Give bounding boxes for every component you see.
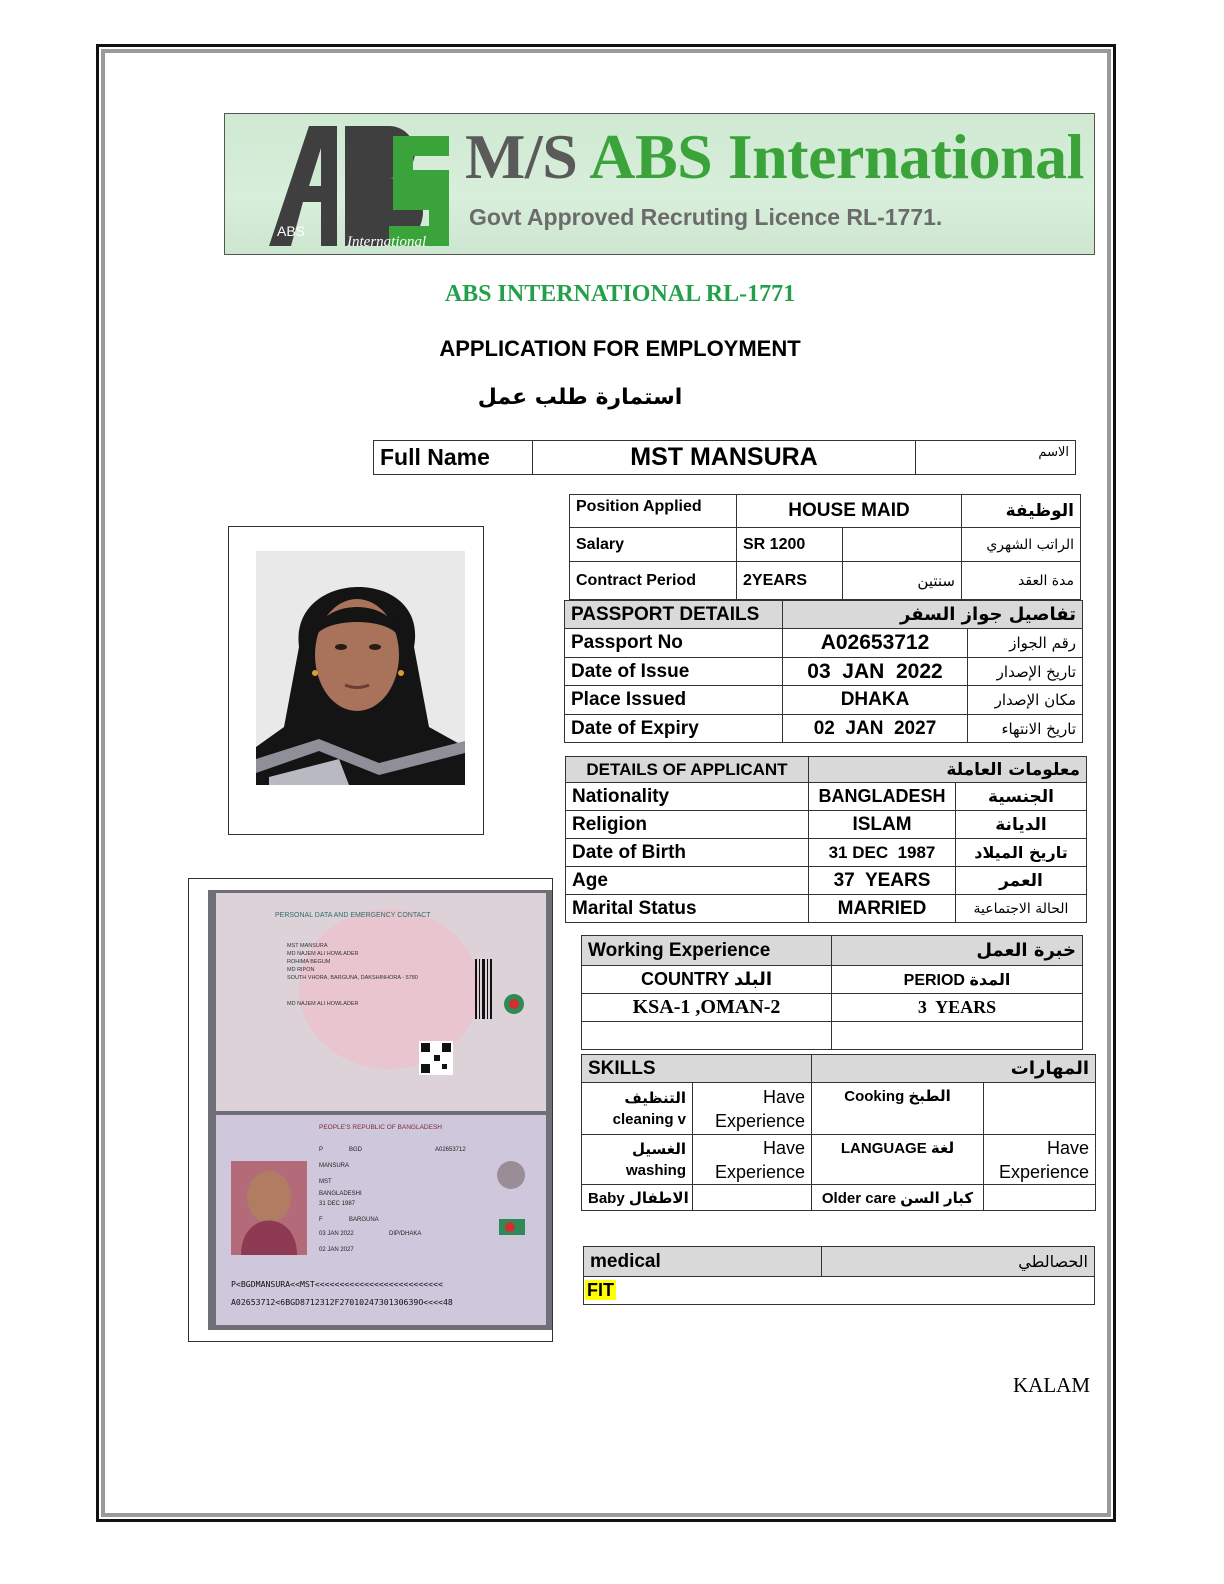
washing-label: washing (625, 1161, 686, 1179)
expiry-date-value: 02 JAN 2027 (783, 715, 968, 743)
table-row (582, 1022, 1083, 1050)
skills-heading: SKILLS (582, 1055, 812, 1083)
scan-mrz-line-1: P<BGDMANSURA<<MST<<<<<<<<<<<<<<<<<<<<<<<<<< (231, 1279, 443, 1289)
religion-label: Religion (566, 811, 809, 839)
agency-title: ABS INTERNATIONAL RL-1771 (444, 281, 796, 307)
position-label: Position Applied (570, 495, 737, 528)
table-row (584, 1247, 1095, 1277)
issue-date-value: 03 JAN 2022 (783, 658, 968, 686)
place-issued-label: Place Issued (565, 686, 783, 715)
medical-status: FIT (587, 1280, 614, 1300)
marital-status-label-ar: الحالة الاجتماعية (956, 895, 1087, 923)
value-line: Have (762, 1086, 805, 1107)
experience-country: KSA-1 ,OMAN-2 (582, 994, 832, 1022)
language-value (984, 1135, 1096, 1185)
cleaning-label-ar: التنظيف (624, 1088, 686, 1107)
dob-value: 31 DEC 1987 (809, 839, 956, 867)
logo-sub-text: International (347, 234, 427, 250)
scan-nationality: BANGLADESHI (319, 1191, 362, 1197)
contract-value: 2YEARS (737, 562, 843, 600)
value-line: Experience (714, 1161, 805, 1182)
age-label-ar: العمر (956, 867, 1087, 895)
cleaning-value (693, 1083, 812, 1135)
salary-value: SR 1200 (737, 528, 843, 562)
table-row (566, 811, 1087, 839)
scan-spouse: MD RIPON (287, 967, 315, 973)
table-row (570, 562, 1081, 600)
table-row (565, 629, 1083, 658)
scan-dob: 31 DEC 1987 (319, 1201, 356, 1207)
language-label: LANGUAGE لغة (812, 1135, 984, 1185)
table-row (565, 601, 1083, 629)
nationality-label: Nationality (566, 783, 809, 811)
agency-banner (224, 113, 1095, 255)
scan-issue: 03 JAN 2022 (319, 1231, 354, 1237)
table-row (582, 966, 1083, 994)
table-row (570, 495, 1081, 528)
experience-heading: Working Experience (582, 936, 832, 966)
scan-father: MD NAJEM ALI HOWLADER (287, 951, 359, 957)
medical-label-ar: الحصالطي (822, 1247, 1095, 1277)
brand-name (465, 120, 1084, 194)
washing-label-ar: الغسيل (631, 1139, 686, 1158)
period-column-header: PERIOD المدة (832, 966, 1083, 994)
place-issued-value: DHAKA (783, 686, 968, 715)
scan-emergency: MD NAJEM ALI HOWLADER (287, 1001, 359, 1007)
cooking-label: Cooking الطبخ (812, 1083, 984, 1135)
dob-label-ar: تاريخ الميلاد (956, 839, 1087, 867)
table-row (582, 1083, 1096, 1135)
value-line: Experience (714, 1110, 805, 1131)
cooking-value (984, 1083, 1096, 1135)
passport-no-value: A02653712 (783, 629, 968, 658)
passport-no-label-ar: رقم الجواز (968, 629, 1083, 658)
passport-no-label: Passport No (565, 629, 783, 658)
applicant-heading-ar: معلومات العاملة (809, 757, 1087, 783)
scan-sex: F (319, 1217, 323, 1223)
expiry-date-label-ar: تاريخ الانتهاء (968, 715, 1083, 743)
marital-status-value: MARRIED (809, 895, 956, 923)
scan-authority: DIP/DHAKA (389, 1231, 422, 1237)
table-row (582, 994, 1083, 1022)
table-row (566, 895, 1087, 923)
position-label-ar: الوظيفة (962, 495, 1081, 528)
washing-skill (582, 1135, 693, 1185)
baby-care-value (693, 1185, 812, 1211)
issue-date-label-ar: تاريخ الإصدار (968, 658, 1083, 686)
age-label: Age (566, 867, 809, 895)
nationality-value: BANGLADESH (809, 783, 956, 811)
issue-date-label: Date of Issue (565, 658, 783, 686)
scan-name: MST MANSURA (287, 943, 328, 949)
table-row (582, 1185, 1096, 1211)
empty-cell (582, 1022, 832, 1050)
table-row (566, 757, 1087, 783)
brand-prefix: M/S (465, 121, 590, 192)
nationality-label-ar: الجنسية (956, 783, 1087, 811)
table-row (566, 867, 1087, 895)
cleaning-skill (582, 1083, 693, 1135)
dob-label: Date of Birth (566, 839, 809, 867)
scan-type: P (319, 1147, 324, 1153)
scan-address: SOUTH VHORA, BARGUNA, DAKSHINHORA - 5780 (287, 975, 418, 981)
position-value: HOUSE MAID (737, 495, 962, 528)
contract-label: Contract Period (570, 562, 737, 600)
table-row (565, 715, 1083, 743)
religion-value: ISLAM (809, 811, 956, 839)
licence-line: Govt Approved Recruting Licence RL-1771. (469, 204, 943, 230)
form-title: APPLICATION FOR EMPLOYMENT (439, 336, 801, 361)
salary-extra (843, 528, 962, 562)
scan-mother: ROHIMA BEGUM (287, 959, 331, 965)
form-title-arabic: استمارة طلب عمل (477, 385, 683, 410)
contract-extra-ar: سنتين (843, 562, 962, 600)
cleaning-label: cleaning v (612, 1110, 686, 1128)
working-experience-table (581, 935, 1083, 1050)
signature: KALAM (1013, 1373, 1090, 1397)
salary-label: Salary (570, 528, 737, 562)
value-line: Experience (998, 1161, 1090, 1182)
scan-mrz-line-2: A02653712<6BGD8712312F2701024730130639O<<<<48 (231, 1297, 453, 1307)
passport-heading-ar: تفاصيل جواز السفر (783, 601, 1083, 629)
contract-label-ar: مدة العقد (962, 562, 1081, 600)
applicant-details-table (565, 756, 1087, 923)
table-row (582, 1135, 1096, 1185)
age-value: 37 YEARS (809, 867, 956, 895)
table-row (570, 528, 1081, 562)
table-row (565, 686, 1083, 715)
salary-label-ar: الراتب الشهري (962, 528, 1081, 562)
older-care-value (984, 1185, 1096, 1211)
passport-heading: PASSPORT DETAILS (565, 601, 783, 629)
medical-table (583, 1246, 1095, 1305)
baby-care-label: Baby الاطفال (582, 1185, 693, 1211)
passport-details-table (564, 600, 1083, 743)
place-issued-label-ar: مكان الإصدار (968, 686, 1083, 715)
applicant-photo-frame (228, 526, 484, 835)
table-row (582, 936, 1083, 966)
marital-status-label: Marital Status (566, 895, 809, 923)
empty-cell (832, 1022, 1083, 1050)
full-name-label-ar: الاسم (916, 441, 1076, 475)
applicant-heading: DETAILS OF APPLICANT (566, 757, 809, 783)
experience-heading-ar: خبرة العمل (832, 936, 1083, 966)
abs-logo-icon (261, 122, 461, 250)
scan-surname: MANSURA (319, 1163, 350, 1169)
medical-label: medical (584, 1247, 822, 1277)
country-column-header: COUNTRY البلد (582, 966, 832, 994)
skills-heading-ar: المهارات (812, 1055, 1096, 1083)
washing-value (693, 1135, 812, 1185)
expiry-date-label: Date of Expiry (565, 715, 783, 743)
full-name-value: MST MANSURA (533, 441, 916, 475)
passport-scan-image (189, 879, 554, 1343)
scan-country-header: PEOPLE'S REPUBLIC OF BANGLADESH (319, 1124, 442, 1131)
brand-main: ABS International (589, 121, 1084, 192)
older-care-label: Older care كبار السن (812, 1185, 984, 1211)
table-row (566, 839, 1087, 867)
table-row (566, 783, 1087, 811)
position-table (569, 494, 1081, 600)
passport-scan-frame (188, 878, 553, 1342)
full-name-table (373, 440, 1076, 475)
logo-small-text: ABS (277, 223, 306, 239)
scan-birthplace: BARGUNA (349, 1217, 379, 1223)
scan-code: BGD (349, 1147, 363, 1153)
skills-table (581, 1054, 1096, 1211)
scan-expiry: 02 JAN 2027 (319, 1247, 354, 1253)
applicant-photo (229, 527, 485, 836)
scan-passport-no: A02653712 (435, 1147, 466, 1153)
table-row (565, 658, 1083, 686)
religion-label-ar: الديانة (956, 811, 1087, 839)
value-line: Have (762, 1137, 805, 1158)
full-name-label: Full Name (374, 441, 533, 475)
table-row (582, 1055, 1096, 1083)
experience-period: 3 YEARS (832, 994, 1083, 1022)
scan-given: MST (319, 1179, 332, 1185)
passport-section-title: PERSONAL DATA AND EMERGENCY CONTACT (275, 912, 431, 919)
value-line: Have (1046, 1137, 1090, 1158)
medical-status-cell (584, 1277, 1095, 1305)
table-row (584, 1277, 1095, 1305)
